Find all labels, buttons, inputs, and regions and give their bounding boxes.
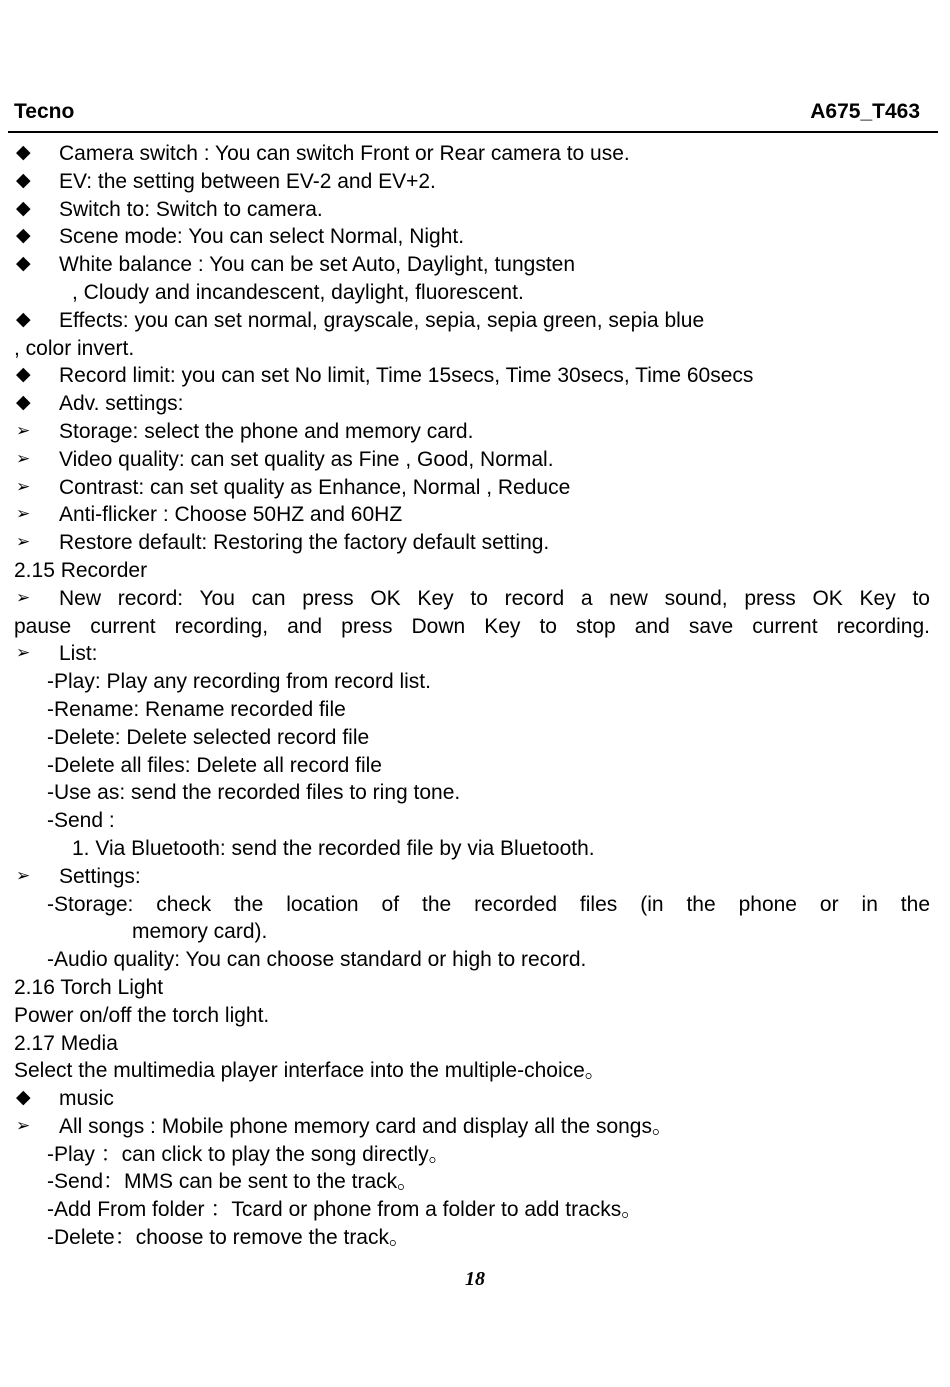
indented-item: -Delete all files: Delete all record file <box>47 753 382 777</box>
indented-item: -Delete：choose to remove the track。 <box>47 1226 410 1250</box>
continuation-line: , Cloudy and incandescent, daylight, fluorescent. <box>72 280 524 304</box>
text-line: 2.16 Torch Light <box>14 975 164 999</box>
indented-item: -Send：MMS can be sent to the track。 <box>47 1170 419 1194</box>
indented-item: -Play: Play any recording from record list. <box>47 670 431 694</box>
bullet-item: ◆ Effects: you can set normal, grayscale, sepia, sepia green, sepia blue <box>14 307 930 335</box>
header-model: A675_T463 <box>810 100 920 123</box>
text-line: pause current recording, and press Down Key to stop and save current recording. <box>14 614 930 638</box>
text-line: Power on/off the torch light. <box>14 1003 270 1027</box>
sub-bullet-item: ➢ Video quality: can set quality as Fine , Good, Normal. <box>14 446 930 474</box>
continuation-line: memory card). <box>132 920 268 944</box>
bullet-item: ◆ Record limit: you can set No limit, Time 15secs, Time 30secs, Time 60secs <box>14 362 930 390</box>
indented-item: -Rename: Rename recorded file <box>47 697 346 721</box>
header-brand: Tecno <box>14 100 75 123</box>
bullet-item: ◆ Switch to: Switch to camera. <box>14 196 930 224</box>
indented-item: -Delete: Delete selected record file <box>47 725 370 749</box>
sub-bullet-item: ➢ New record: You can press OK Key to record a new sound, press OK Key to <box>14 585 930 613</box>
sub-bullet-item: ➢ Settings: <box>14 863 930 891</box>
indented-item: -Play ：can click to play the song directly。 <box>47 1142 450 1166</box>
sub-bullet-item: ➢ All songs : Mobile phone memory card and display all the songs。 <box>14 1113 930 1141</box>
bullet-item: ◆ Adv. settings: <box>14 390 930 418</box>
text-line: , color invert. <box>14 336 135 360</box>
sub-bullet-item: ➢ Restore default: Restoring the factory default setting. <box>14 529 930 557</box>
page-number: 18 <box>465 1268 485 1290</box>
text-line: 2.15 Recorder <box>14 558 148 582</box>
sub-bullet-item: ➢ Anti-flicker : Choose 50HZ and 60HZ <box>14 501 930 529</box>
indented-item: -Use as: send the recorded files to ring tone. <box>47 781 461 805</box>
text-line: Select the multimedia player interface into the multiple-choice。 <box>14 1059 606 1083</box>
sub-bullet-item: ➢ Contrast: can set quality as Enhance, Normal , Reduce <box>14 474 930 502</box>
document-body <box>14 140 930 1252</box>
indented-item: -Add From folder ：Tcard or phone from a folder to add tracks。 <box>47 1198 643 1222</box>
indented-item: -Audio quality: You can choose standard or high to record. <box>47 948 587 972</box>
bullet-item: ◆ music <box>14 1085 930 1113</box>
text-line: 2.17 Media <box>14 1031 118 1055</box>
bullet-item: ◆ Camera switch : You can switch Front or Rear camera to use. <box>14 140 930 168</box>
indented-item: -Storage: check the location of the recorded files (in the phone or in the <box>47 892 930 916</box>
bullet-item: ◆ White balance : You can be set Auto, Daylight, tungsten <box>14 251 930 279</box>
header-rule <box>8 131 938 133</box>
sub-bullet-item: ➢ List: <box>14 640 930 668</box>
indented-subitem: 1. Via Bluetooth: send the recorded file by via Bluetooth. <box>72 836 595 860</box>
bullet-item: ◆ EV: the setting between EV-2 and EV+2. <box>14 168 930 196</box>
sub-bullet-item: ➢ Storage: select the phone and memory card. <box>14 418 930 446</box>
bullet-item: ◆ Scene mode: You can select Normal, Night. <box>14 223 930 251</box>
indented-item: -Send : <box>47 809 115 833</box>
page-header <box>14 100 920 126</box>
